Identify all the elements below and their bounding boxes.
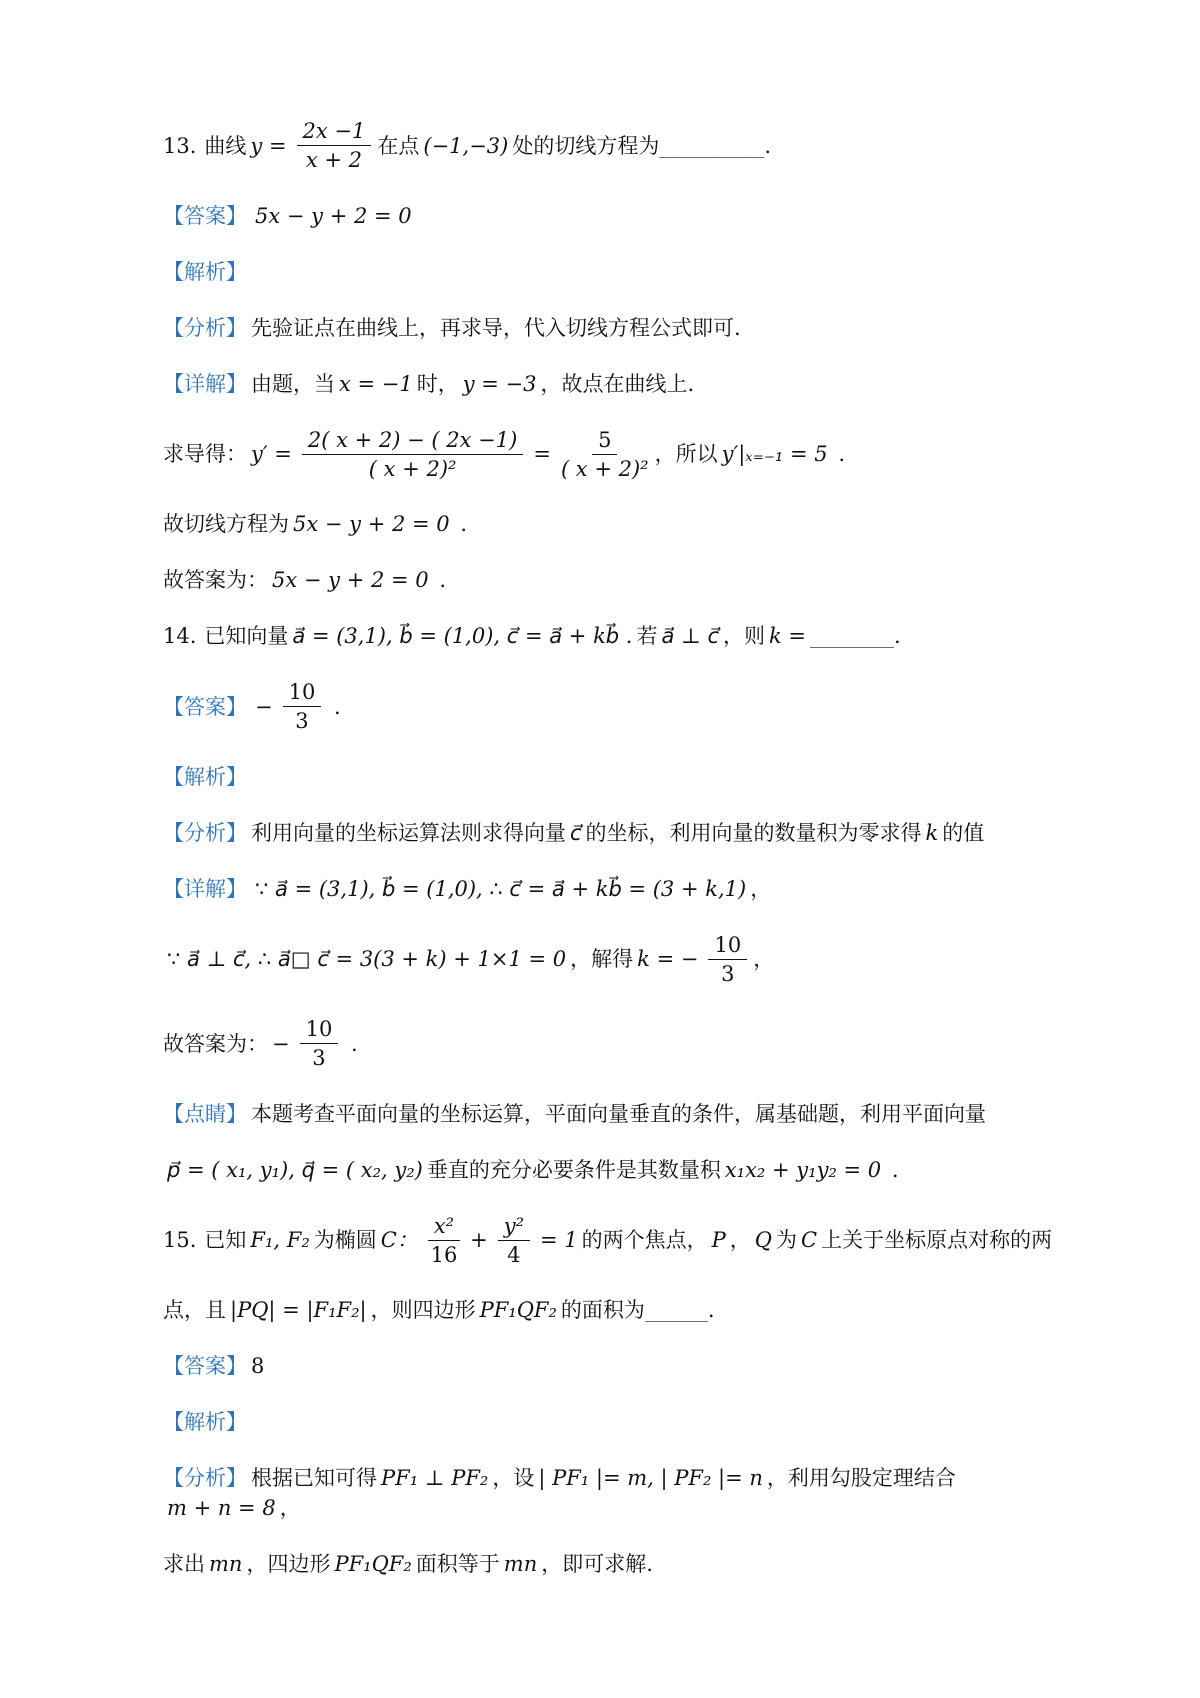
period: . [432, 568, 446, 593]
variable-k: k [925, 820, 939, 845]
answer-label: 【答案】 [163, 694, 247, 719]
q14-fenxi-text: 的坐标，利用向量的数量积为零求得 [585, 820, 922, 845]
q15-answer [163, 1351, 1060, 1382]
q15-fenxi-1 [163, 1463, 1060, 1524]
fraction-denominator: 3 [721, 961, 735, 986]
q15-stem-text: 为椭圆 [313, 1228, 377, 1253]
xiangjie-label: 【详解】 [163, 876, 247, 901]
q15-fenxi-text: 根据已知可得 [251, 1466, 377, 1490]
fraction-denominator: 3 [312, 1046, 326, 1071]
q15-fenxi-text: ，即可求解. [541, 1552, 653, 1577]
fraction-denominator: x + 2 [305, 148, 363, 173]
period: . [885, 1157, 899, 1182]
q15-fenxi-text: ，设 [492, 1466, 535, 1490]
fraction-denominator: 4 [507, 1242, 521, 1267]
fraction-numerator: 2( x + 2) − ( 2x −1) [302, 427, 523, 455]
q14-perpendicular: a⃗ ⊥ c⃗ [661, 624, 719, 649]
math-expression: k = − [637, 947, 699, 972]
q14-step2-text: ，解得 [570, 947, 634, 972]
q14-vectors: a⃗ = (3,1), b⃗ = (1,0), c⃗ = a⃗ + kb⃗ . [292, 624, 633, 649]
q14-fenxi-text: 的值 [942, 820, 985, 845]
fraction-denominator: ( x + 2)² [560, 456, 649, 481]
q14-answer-fraction [283, 679, 322, 735]
jiexi-label: 【解析】 [163, 1410, 247, 1435]
period: . [453, 512, 467, 537]
math-expression: y′ = [251, 442, 292, 467]
q15-fenxi-text: ，利用勾股定理结合 [766, 1466, 956, 1490]
q15-fenxi-2 [163, 1549, 1060, 1580]
q14-step2 [163, 930, 1060, 990]
q14-dianjing-text: 本题考查平面向量的坐标运算，平面向量垂直的条件，属基础题，利用平面向量 [251, 1101, 986, 1126]
q13-answer-blank: __________ [659, 133, 765, 158]
q13-deriv-fraction-1 [302, 427, 523, 483]
plus-sign: + [470, 1228, 488, 1253]
comma: ， [279, 1496, 301, 1521]
conclusion-text: 故答案为： [163, 568, 268, 593]
fraction-numerator: 2x −1 [297, 118, 372, 146]
ellipse-name: C： [380, 1228, 418, 1253]
equals-one: = 1 [540, 1228, 578, 1253]
q15-ellipse-fraction-1 [428, 1213, 460, 1269]
q13-deriv-fraction-2 [561, 427, 649, 483]
q13-fenxi [163, 313, 1060, 344]
q15-number: 15. [163, 1228, 197, 1253]
q14-fenxi [163, 818, 1060, 849]
fenxi-label: 【分析】 [163, 315, 247, 340]
math-expression: | PF₁ |= m, | PF₂ |= n [538, 1466, 763, 1490]
q14-conclusion-fraction [300, 1016, 339, 1072]
q14-dianjing-text: 垂直的充分必要条件是其数量积 [426, 1157, 721, 1182]
q13-stem [163, 116, 1060, 176]
comma: ， [753, 947, 775, 972]
math-expression: x₁x₂ + y₁y₂ = 0 [724, 1157, 882, 1182]
q14-jiexi [163, 762, 1060, 793]
math-expression: mn [209, 1552, 243, 1577]
math-expression: ∵ a⃗ = (3,1), b⃗ = (1,0), ∴ c⃗ = a⃗ + kb⃗ = (3 + k,1) [255, 876, 747, 901]
q15-stem-text: 的面积为 [560, 1298, 645, 1323]
q13-deriv-intro: 求导得： [163, 442, 247, 467]
point-P: P [711, 1228, 726, 1253]
quadrilateral-name: PF₁QF₂ [334, 1552, 412, 1577]
q13-stem-text: 曲线 [204, 133, 247, 158]
q13-jiexi [163, 257, 1060, 288]
answer-label: 【答案】 [163, 1354, 247, 1379]
q14-xiangjie [163, 874, 1060, 905]
q13-stem-text: 在点 [377, 133, 420, 158]
dianjing-label: 【点睛】 [163, 1101, 247, 1126]
fraction-numerator: x² [428, 1213, 460, 1241]
period: . [894, 624, 901, 649]
math-expression: k = [769, 624, 806, 649]
q15-stem-line2 [163, 1295, 1060, 1326]
q14-conclusion [163, 1014, 1060, 1074]
math-expression: 5x − y + 2 = 0 [293, 512, 450, 537]
q15-stem-text: 已知 [204, 1228, 247, 1253]
q13-stem-text: 处的切线方程为 [512, 133, 660, 158]
q13-xiangjie [163, 369, 1060, 400]
math-expression: y′|ₓ₌₋₁ = 5 [721, 442, 828, 467]
conclusion-text: 故答案为： [163, 1031, 268, 1056]
q15-fenxi-text: 求出 [163, 1552, 205, 1577]
q15-answer-blank: ______ [644, 1298, 708, 1323]
q13-answer [163, 201, 1060, 232]
q15-jiexi [163, 1407, 1060, 1438]
q15-fenxi-text: 面积等于 [415, 1552, 500, 1577]
q14-number: 14. [163, 624, 197, 649]
q15-stem-line1 [163, 1211, 1060, 1271]
point-Q: Q [754, 1228, 772, 1253]
q14-stem [163, 621, 1060, 652]
q15-answer-value: 8 [251, 1354, 265, 1379]
q13-conclusion-2 [163, 565, 1060, 596]
period: . [707, 1298, 715, 1323]
q13-conclusion-1 [163, 509, 1060, 540]
period: . [344, 1031, 358, 1056]
quadrilateral-name: PF₁QF₂ [479, 1298, 557, 1323]
q14-answer [163, 677, 1060, 737]
xiangjie-label: 【详解】 [163, 371, 247, 396]
math-expression: 5x − y + 2 = 0 [272, 568, 429, 593]
answer-label: 【答案】 [163, 203, 247, 228]
math-expression: m + n = 8 [167, 1496, 276, 1521]
q14-stem-text: 已知向量 [204, 624, 289, 649]
fraction-numerator: y² [498, 1213, 530, 1241]
q13-number: 13. [163, 133, 197, 158]
fraction-numerator: 10 [300, 1016, 339, 1044]
q13-xiangjie-text: ，故点在曲线上. [540, 371, 695, 396]
q13-stem-fraction [297, 118, 372, 174]
q14-dianjing-1 [163, 1099, 1060, 1130]
q14-dianjing-2 [163, 1155, 1060, 1186]
q15-stem-text: 点，且 [163, 1298, 226, 1323]
q14-stem-text: ，则 [723, 624, 765, 649]
fraction-denominator: 16 [430, 1242, 458, 1267]
period: . [327, 694, 341, 719]
q13-answer-equation: 5x − y + 2 = 0 [255, 203, 412, 228]
q13-fenxi-text: 先验证点在曲线上，再求导，代入切线方程公式即可. [251, 315, 741, 340]
fenxi-label: 【分析】 [163, 1466, 247, 1490]
fraction-denominator: ( x + 2)² [368, 456, 457, 481]
q13-deriv-text: ，所以 [654, 442, 718, 467]
fraction-numerator: 10 [283, 679, 322, 707]
foci-symbols: F₁, F₂ [250, 1228, 310, 1253]
q13-point: (−1,−3) [423, 133, 509, 158]
math-expression: PF₁ ⊥ PF₂ [381, 1466, 489, 1490]
q13-equation-lhs: y = [250, 133, 287, 158]
fenxi-label: 【分析】 [163, 820, 247, 845]
q14-step2-fraction [708, 932, 747, 988]
comma: ， [729, 1228, 751, 1253]
vector-c: c⃗ [570, 820, 582, 845]
period: . [764, 133, 772, 158]
math-expression: ∵ a⃗ ⊥ c⃗, ∴ a⃗□ c⃗ = 3(3 + k) + 1×1 = 0 [167, 947, 567, 972]
comma: ， [750, 876, 772, 901]
math-expression: p⃗ = ( x₁, y₁), q⃗ = ( x₂, y₂) [167, 1157, 423, 1182]
math-expression: |PQ| = |F₁F₂| [230, 1298, 367, 1323]
equals-sign: = [533, 442, 551, 467]
q15-stem-text: ，则四边形 [370, 1298, 476, 1323]
q15-stem-text: 为 [776, 1228, 797, 1253]
minus-sign: − [255, 694, 273, 719]
q14-fenxi-text: 利用向量的坐标运算法则求得向量 [251, 820, 566, 845]
q13-derivation [163, 425, 1060, 485]
jiexi-label: 【解析】 [163, 259, 247, 284]
math-expression: mn [503, 1552, 538, 1577]
math-expression: y = −3 [462, 371, 537, 396]
q13-xiangjie-text: 由题，当 [251, 371, 335, 396]
q15-ellipse-fraction-2 [498, 1213, 530, 1269]
fraction-numerator: 10 [708, 932, 747, 960]
curve-C: C [801, 1228, 818, 1253]
minus-sign: − [272, 1031, 290, 1056]
q13-xiangjie-text: 时， [416, 371, 459, 396]
fraction-denominator: 3 [295, 709, 309, 734]
math-expression: x = −1 [339, 371, 413, 396]
q15-stem-text: 的两个焦点， [581, 1228, 708, 1253]
q14-stem-text: 若 [636, 624, 658, 649]
q15-fenxi-text: ，四边形 [246, 1552, 331, 1577]
fraction-numerator: 5 [592, 427, 617, 455]
jiexi-label: 【解析】 [163, 764, 247, 789]
q14-answer-blank: ________ [810, 624, 894, 649]
period: . [831, 442, 845, 467]
conclusion-text: 故切线方程为 [163, 512, 289, 537]
q15-stem-text: 上关于坐标原点对称的两 [821, 1228, 1053, 1253]
